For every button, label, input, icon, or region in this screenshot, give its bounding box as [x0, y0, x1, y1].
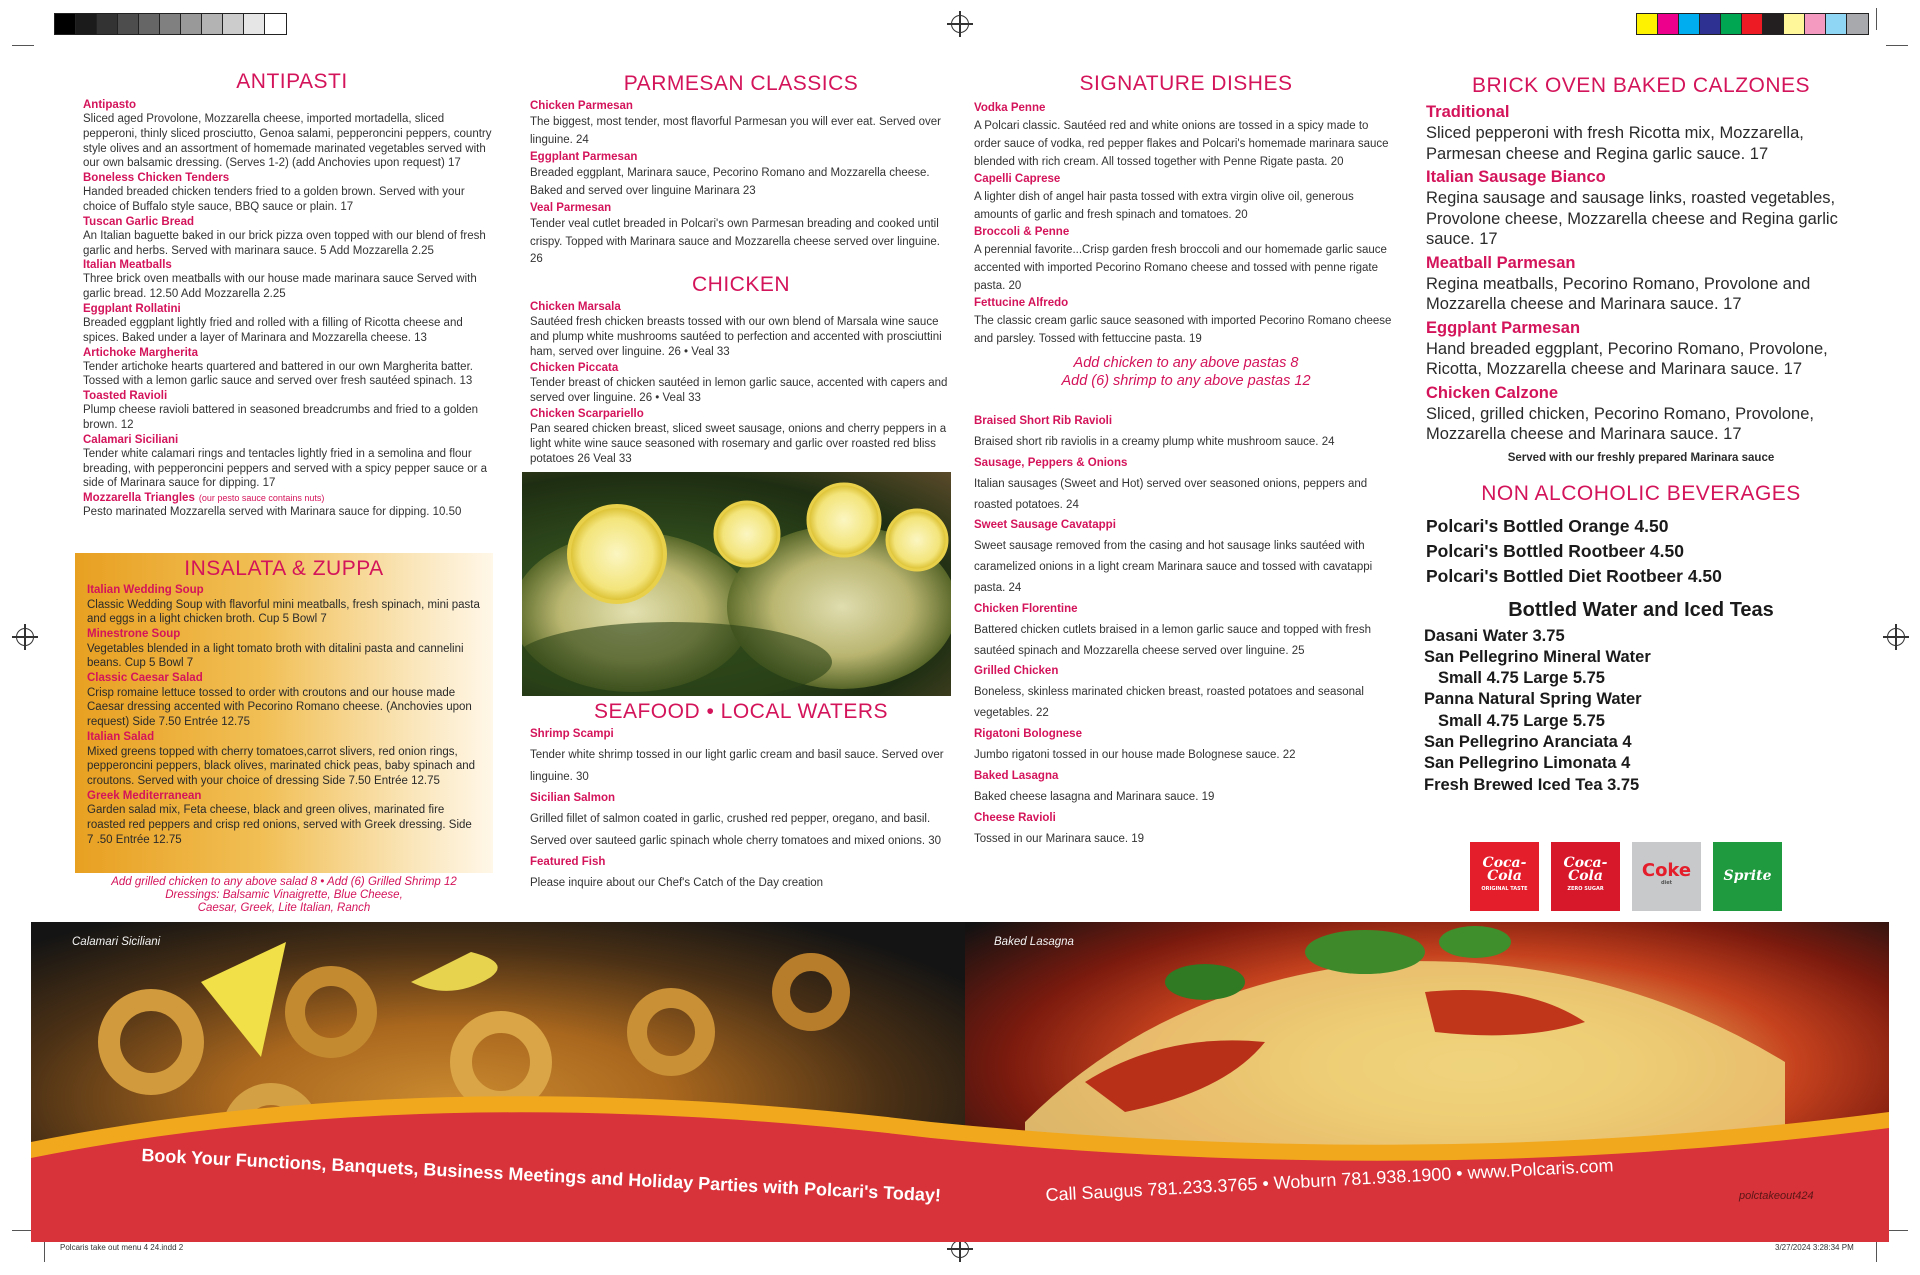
water-item: Small 4.75 Large 5.75	[1438, 711, 1605, 730]
menu-item	[87, 789, 481, 848]
menu-item-name-text: Braised Short Rib Ravioli	[974, 415, 1113, 427]
menu-item-description: Battered chicken cutlets braised in a lemon garlic sauce and topped with fresh sautéed spinach and Mozzarella cheese served over linguine. 25	[974, 623, 1371, 657]
menu-item-name	[974, 100, 1398, 117]
water-item: Panna Natural Spring Water	[1424, 690, 1642, 709]
menu-item-name-text: Sweet Sausage Cavatappi	[974, 519, 1116, 532]
banner-swoosh	[31, 922, 1889, 1242]
menu-item-description: Tender breast of chicken sautéed in lemon garlic sauce, accented with capers and served over linguine. 26 • Veal 33	[530, 376, 948, 404]
menu-item	[974, 766, 1398, 808]
signature-section-more	[974, 411, 1398, 849]
menu-item-name-text: Sicilian Salmon	[530, 792, 615, 804]
water-item: San Pellegrino Aranciata 4	[1424, 732, 1632, 751]
dressings-note: Dressings: Balsamic Vinaigrette, Blue Cheese,	[165, 889, 403, 901]
water-item: Fresh Brewed Iced Tea 3.75	[1424, 775, 1640, 794]
menu-item-description: Tender artichoke hearts quartered and battered in our own Margherita batter. Tossed with a lemon garlic sauce and served over fresh sautéed spinach. 13	[83, 360, 473, 388]
soda-logo-sub: ZERO SUGAR	[1567, 886, 1604, 892]
menu-item-name-text: Chicken Parmesan	[530, 100, 633, 112]
crop-mark	[12, 45, 34, 46]
water-item: Dasani Water 3.75	[1424, 626, 1565, 645]
menu-item-description: Italian sausages (Sweet and Hot) served over seasoned onions, peppers and roasted potatoes. 24	[974, 477, 1368, 511]
color-swatch	[1847, 14, 1868, 34]
menu-item-name-text: Meatball Parmesan	[1426, 253, 1576, 272]
menu-item-description: A lighter dish of angel hair pasta tossed with extra virgin olive oil, generous amounts of garlic and fresh spinach and tomatoes. 20	[974, 191, 1354, 221]
menu-item	[530, 788, 952, 852]
menu-item-description: The classic cream garlic sauce seasoned with imported Pecorino Romano cheese and parsley. Tossed with fettuccine pasta. 19	[974, 315, 1392, 345]
menu-item	[83, 491, 501, 520]
color-swatch	[244, 14, 265, 34]
soda-logo-sub: diet	[1660, 879, 1673, 886]
menu-item-name-text: Mozzarella Triangles	[83, 492, 195, 505]
menu-item-name-text: Classic Caesar Salad	[87, 672, 203, 685]
menu-item	[1426, 253, 1856, 315]
menu-item-name	[974, 515, 1398, 536]
color-swatch	[1784, 14, 1805, 34]
menu-item	[87, 627, 481, 671]
calamari-caption: Calamari Siciliani	[72, 936, 161, 948]
menu-item-name-text: Veal Parmesan	[530, 202, 612, 214]
menu-item-name	[87, 583, 481, 598]
menu-item-name	[87, 627, 481, 642]
menu-item-name-text: Chicken Florentine	[974, 602, 1078, 615]
section-title: NON ALCOHOLIC BEVERAGES	[1481, 481, 1801, 505]
menu-item-name	[530, 299, 952, 315]
menu-item-description: Sliced, grilled chicken, Pecorino Romano, Provolone, Mozzarella cheese and Marinara sauce. 17	[1426, 404, 1814, 443]
color-swatch	[202, 14, 223, 34]
menu-item-name	[1426, 102, 1856, 123]
menu-item-name-text: Eggplant Parmesan	[530, 151, 638, 163]
signature-section	[974, 72, 1398, 390]
menu-item-name	[87, 671, 481, 686]
menu-item-description: Sliced pepperoni with fresh Ricotta mix, Mozzarella, Parmesan cheese and Regina garlic sauce. 17	[1426, 124, 1804, 163]
salad-addon-note: Add grilled chicken to any above salad 8 • Add (6) Grilled Shrimp 12	[111, 876, 457, 888]
beverage-item: Polcari's Bottled Rootbeer 4.50	[1426, 540, 1684, 561]
menu-item-description: Grilled fillet of salmon coated in garlic, crushed red pepper, oregano, and basil. Served over sauteed garlic spinach whole cherry tomatoes and mixed onions. 30	[530, 813, 942, 847]
registration-mark-bottom	[951, 1240, 969, 1258]
color-swatch	[1679, 14, 1700, 34]
soda-logo-label: Coca-Cola	[1482, 855, 1527, 884]
crop-mark	[1876, 1240, 1877, 1262]
menu-item-name	[1426, 253, 1856, 274]
menu-item-name-text: Chicken Calzone	[1426, 383, 1559, 402]
color-swatch	[1700, 14, 1721, 34]
menu-item-name-text: Antipasto	[83, 99, 137, 111]
menu-item	[530, 149, 952, 200]
menu-item-name	[530, 360, 952, 376]
menu-item	[87, 730, 481, 789]
color-swatch	[139, 14, 160, 34]
menu-item	[87, 671, 481, 730]
promo-banner	[31, 922, 1889, 1242]
grayscale-color-bar	[54, 13, 287, 35]
color-swatch	[97, 14, 118, 34]
menu-item-name-text: Eggplant Rollatini	[83, 302, 181, 315]
menu-item-name-text: Toasted Ravioli	[83, 390, 168, 403]
color-swatch	[223, 14, 244, 34]
soda-logo-label: Coke	[1641, 859, 1692, 881]
menu-item-name	[530, 724, 952, 744]
menu-item-name	[83, 491, 501, 505]
menu-item-name	[83, 302, 501, 316]
pasta-shrimp-addon: Add (6) shrimp to any above pastas 12	[1061, 373, 1311, 389]
menu-item-name	[83, 98, 501, 112]
menu-item-description: Sautéed fresh chicken breasts tossed with our own blend of Marsala wine sauce and plump white mushrooms sautéed to perfection and accented with prosciuttini ham, served over linguine. 26 • Veal 33	[530, 315, 942, 358]
color-swatch	[265, 14, 286, 34]
menu-item-name-text: Italian Sausage Bianco	[1426, 168, 1606, 186]
menu-item-description: Breaded eggplant lightly fried and rolled with a filling of Ricotta cheese and spices. Baked under a layer of Marinara and Mozzarella cheese. 13	[83, 316, 463, 344]
menu-item-name	[530, 406, 952, 422]
menu-item-description: Pan seared chicken breast, sliced sweet sausage, onions and cherry peppers in a light white wine sauce seasoned with rosemary and garlic over roasted red bliss potatoes 26 Veal 33	[530, 422, 947, 465]
menu-item-name	[530, 149, 952, 165]
beverage-item: Polcari's Bottled Diet Rootbeer 4.50	[1426, 565, 1722, 586]
menu-item	[974, 411, 1398, 453]
menu-item	[530, 406, 952, 467]
pasta-chicken-addon: Add chicken to any above pastas 8	[1073, 355, 1299, 371]
menu-item-description: Three brick oven meatballs with our house made marinara sauce Served with garlic bread. 12.50 Add Mozzarella 2.25	[83, 273, 477, 301]
water-section-title: Bottled Water and Iced Teas	[1508, 598, 1774, 621]
crop-mark	[1876, 8, 1877, 30]
crop-mark	[1886, 1230, 1908, 1231]
menu-item-name-text: Calamari Siciliani	[83, 433, 179, 446]
registration-mark-top	[951, 15, 969, 33]
menu-item-description: Tender veal cutlet breaded in Polcari's own Parmesan breading and cooked until crispy. Topped with Marinara sauce and Mozzarella cheese served over linguine. 26	[530, 218, 940, 265]
menu-item-name	[974, 411, 1398, 432]
menu-item	[974, 724, 1398, 766]
soda-logo-icon	[1713, 842, 1782, 911]
menu-item-description: Please inquire about our Chef's Catch of the Day creation	[530, 877, 824, 889]
menu-item-name-text: Featured Fish	[530, 856, 606, 868]
crop-mark	[1886, 45, 1908, 46]
color-swatch	[160, 14, 181, 34]
parmesan-chicken-column	[530, 72, 952, 467]
menu-item	[974, 100, 1398, 171]
menu-item	[87, 583, 481, 627]
menu-item-description: Baked cheese lasagna and Marinara sauce. 19	[974, 790, 1215, 803]
menu-item-name-text: Chicken Piccata	[530, 361, 619, 374]
crop-mark	[44, 1240, 45, 1262]
menu-item-name	[1426, 318, 1856, 339]
menu-item-name-text: Vodka Penne	[974, 102, 1046, 114]
menu-item-name	[83, 171, 501, 185]
menu-item-name-text: Boneless Chicken Tenders	[83, 172, 230, 185]
menu-item-name	[530, 200, 952, 216]
menu-item	[83, 302, 501, 346]
menu-item	[530, 852, 952, 894]
menu-item-name-text: Fettucine Alfredo	[974, 297, 1069, 309]
soda-logos	[1470, 842, 1782, 911]
menu-item	[83, 389, 501, 433]
menu-item	[83, 171, 501, 215]
menu-item	[83, 258, 501, 302]
menu-item-name-text: Capelli Caprese	[974, 173, 1061, 185]
chicken-photo-illustration	[522, 472, 951, 696]
menu-item-name-text: Shrimp Scampi	[530, 728, 614, 740]
beverage-item: Polcari's Bottled Orange 4.50	[1426, 515, 1669, 536]
color-swatch	[1742, 14, 1763, 34]
menu-item	[1426, 167, 1856, 250]
menu-item-description: Pesto marinated Mozzarella served with Marinara sauce for dipping. 10.50	[83, 506, 462, 519]
color-swatch	[118, 14, 139, 34]
calzone-note: Served with our freshly prepared Marinara sauce	[1507, 451, 1775, 464]
menu-item-name	[83, 215, 501, 229]
menu-item	[974, 295, 1398, 348]
section-title: CHICKEN	[691, 272, 790, 296]
menu-item-description: Tender white calamari rings and tentacles lightly fried in a semolina and flour breading, with pepperoncini peppers and served with a spicy pepper sauce or a side of Marinara sauce for dipping. 17	[83, 447, 488, 490]
menu-item-description: Breaded eggplant, Marinara sauce, Pecorino Romano and Mozzarella cheese. Baked and served over linguine Marinara 23	[530, 167, 930, 197]
menu-item	[530, 200, 952, 269]
menu-item-name	[974, 599, 1398, 620]
menu-item-name-text: Italian Wedding Soup	[87, 584, 204, 596]
soda-logo-label: Sprite	[1723, 868, 1772, 884]
menu-item-name	[87, 789, 481, 804]
menu-item	[530, 299, 952, 360]
section-title: BRICK OVEN BAKED CALZONES	[1471, 74, 1811, 97]
color-swatch	[1658, 14, 1679, 34]
menu-item-name	[974, 224, 1398, 241]
menu-item-description: Jumbo rigatoni tossed in our house made Bolognese sauce. 22	[974, 748, 1296, 761]
menu-item	[530, 98, 952, 149]
menu-item-name	[974, 766, 1398, 787]
menu-item-description: Tender white shrimp tossed in our light garlic cream and basil sauce. Served over linguine. 30	[530, 749, 944, 783]
soda-logo-icon	[1470, 842, 1539, 911]
menu-item-description: A Polcari classic. Sautéed red and white onions are tossed in a spicy made to order sauce of vodka, red pepper flakes and Polcari's homemade marinara sauce blended with rich cream. All tossed together with Penne Rigate pasta. 20	[974, 120, 1389, 168]
registration-mark-right	[1887, 628, 1905, 646]
menu-item-name	[83, 258, 501, 272]
menu-item-name-text: Sausage, Peppers & Onions	[974, 456, 1128, 469]
promo-code: polctakeout424	[1739, 1190, 1814, 1202]
menu-item	[974, 515, 1398, 598]
menu-item	[974, 808, 1398, 850]
menu-item-name	[83, 346, 501, 360]
menu-item-name	[974, 171, 1398, 188]
seafood-section	[530, 700, 952, 894]
menu-item-name	[530, 788, 952, 808]
menu-item-description: Vegetables blended in a light tomato broth with ditalini pasta and cannelini beans. Cup 5 Bowl 7	[87, 642, 464, 670]
insalata-notes	[75, 876, 493, 915]
menu-item-name	[530, 98, 952, 114]
menu-item-name	[530, 852, 952, 872]
section-title: INSALATA & ZUPPA	[184, 557, 384, 580]
menu-item-name-text: Traditional	[1426, 103, 1510, 121]
menu-item-description: Mixed greens topped with cherry tomatoes,carrot slivers, red onion rings, pepperoncini peppers, black olives, marinated chick peas, baby spinach and croutons. Served with your choice of dressing Side 7.50 Entrée 12.75	[87, 745, 476, 788]
menu-item-description: A perennial favorite...Crisp garden fresh broccoli and our homemade garlic sauce accented with imported Pecorino Romano cheese and tossed with penne rigate pasta. 20	[974, 244, 1387, 292]
menu-item-description: Sliced aged Provolone, Mozzarella cheese, imported mortadella, sliced pepperoni, thinly sliced prosciutto, Genoa salami, pepperoncini peppers, country style olives and an assortment of homemade marinated vegetables served with our own balsamic dressing. (Serves 1-2) (add Anchovies upon request) 17	[83, 113, 492, 170]
menu-item-description: Hand breaded eggplant, Pecorino Romano, Provolone, Ricotta, Mozzarella cheese and Marinara sauce. 17	[1426, 339, 1828, 378]
soda-logo-label: Coca-Cola	[1563, 855, 1608, 884]
section-title: ANTIPASTI	[236, 70, 348, 93]
section-title: SIGNATURE DISHES	[1079, 72, 1293, 95]
menu-item-name	[83, 433, 501, 447]
chicken-piccata-photo	[522, 472, 951, 696]
menu-item	[83, 346, 501, 390]
menu-item	[530, 360, 952, 406]
menu-item-name-text: Chicken Marsala	[530, 300, 621, 313]
menu-item-name	[83, 389, 501, 403]
menu-item-name-text: Italian Meatballs	[83, 259, 172, 272]
menu-item-name	[974, 724, 1398, 745]
slug-filename: Polcaris take out menu 4 24.indd 2	[60, 1243, 184, 1252]
menu-item-name-text: Artichoke Margherita	[83, 346, 199, 359]
calzones-beverages-column	[1426, 74, 1856, 796]
menu-item-name	[1426, 383, 1856, 404]
menu-item-name	[974, 808, 1398, 829]
color-swatch	[1721, 14, 1742, 34]
menu-item	[530, 724, 952, 788]
color-swatch	[1637, 14, 1658, 34]
menu-item-name-text: Baked Lasagna	[974, 769, 1059, 782]
menu-item	[974, 661, 1398, 724]
promo-contact: Call Saugus 781.233.3765 • Woburn 781.938.1900 • www.Polcaris.com	[1045, 1155, 1614, 1205]
process-color-bar	[1636, 13, 1869, 35]
menu-item-description: Sweet sausage removed from the casing and hot sausage links sautéed with caramelized onions in a light cream Marinara sauce and tossed with cavatappi pasta. 24	[974, 540, 1373, 594]
menu-item-description: Tossed in our Marinara sauce. 19	[974, 832, 1145, 845]
menu-item	[1426, 102, 1856, 164]
water-item: San Pellegrino Mineral Water	[1424, 647, 1651, 666]
menu-item-name	[974, 453, 1398, 474]
menu-item-name-text: Cheese Ravioli	[974, 811, 1056, 824]
menu-item-name-text: Eggplant Parmesan	[1426, 318, 1581, 337]
soda-logo-sub: ORIGINAL TASTE	[1481, 886, 1528, 892]
color-swatch	[1763, 14, 1784, 34]
menu-item	[974, 224, 1398, 295]
color-swatch	[55, 14, 76, 34]
menu-item-description: Garden salad mix, Feta cheese, black and green olives, marinated fire roasted red peppers and crisp red onions, served with Greek dressing. Side 7 .50 Entrée 12.75	[87, 804, 472, 847]
slug-timestamp: 3/27/2024 3:28:34 PM	[1775, 1243, 1854, 1252]
menu-item	[974, 453, 1398, 516]
insalata-section	[75, 553, 493, 873]
menu-item-name	[87, 730, 481, 745]
section-title: SEAFOOD • LOCAL WATERS	[593, 700, 889, 723]
registration-mark-left	[16, 628, 34, 646]
menu-item-name	[974, 661, 1398, 682]
soda-logo-icon	[1551, 842, 1620, 911]
menu-item-note: (our pesto sauce contains nuts)	[198, 493, 325, 504]
antipasti-section	[83, 70, 501, 520]
menu-item	[1426, 383, 1856, 445]
menu-item-name-text: Minestrone Soup	[87, 628, 181, 641]
menu-item	[974, 599, 1398, 662]
menu-item	[83, 433, 501, 491]
dressings-note-cont: Caesar, Greek, Lite Italian, Ranch	[197, 902, 371, 914]
menu-item-description: Regina sausage and sausage links, roasted vegetables, Provolone cheese, Mozzarella cheese and Regina garlic sauce. 17	[1426, 189, 1838, 248]
promo-headline: Book Your Functions, Banquets, Business Meetings and Holiday Parties with Polcari's Today!	[140, 1145, 942, 1206]
color-swatch	[1826, 14, 1847, 34]
menu-item-name	[974, 295, 1398, 312]
menu-item-description: Regina meatballs, Pecorino Romano, Provolone and Mozzarella cheese and Marinara sauce. 17	[1426, 274, 1811, 313]
menu-item	[1426, 318, 1856, 380]
menu-item-description: Plump cheese ravioli battered in seasoned breadcrumbs and fried to a golden brown. 12	[83, 404, 479, 431]
menu-item-name-text: Italian Salad	[87, 731, 155, 744]
lasagna-caption: Baked Lasagna	[994, 936, 1074, 948]
menu-item-name	[1426, 167, 1856, 188]
menu-item-description: Crisp romaine lettuce tossed to order with croutons and our house made Caesar dressing accented with Pecorino Romano cheese. (Anchovies upon request) Side 7.50 Entrée 12.75	[87, 686, 472, 729]
menu-item-name-text: Chicken Scarpariello	[530, 407, 644, 420]
water-item: Small 4.75 Large 5.75	[1438, 669, 1605, 688]
menu-item-name-text: Grilled Chicken	[974, 665, 1059, 678]
menu-item	[974, 171, 1398, 224]
menu-item-description: Braised short rib raviolis in a creamy plump white mushroom sauce. 24	[974, 436, 1335, 448]
menu-item-name-text: Tuscan Garlic Bread	[83, 215, 194, 228]
menu-item	[83, 215, 501, 259]
water-item: San Pellegrino Limonata 4	[1424, 754, 1631, 773]
soda-logo-icon	[1632, 842, 1701, 911]
menu-item-description: Classic Wedding Soup with flavorful mini meatballs, fresh spinach, mini pasta and eggs in a light chicken broth. Cup 5 Bowl 7	[87, 598, 480, 626]
color-swatch	[181, 14, 202, 34]
menu-item-description: The biggest, most tender, most flavorful Parmesan you will ever eat. Served over linguine. 24	[530, 116, 941, 146]
menu-item-description: Handed breaded chicken tenders fried to a golden brown. Served with your choice of Buffalo style sauce, BBQ sauce or plain. 17	[83, 186, 465, 213]
menu-item-description: An Italian baguette baked in our brick pizza oven topped with our blend of fresh garlic and herbs. Served with marinara sauce. 5 Add Mozzarella 2.25	[83, 229, 486, 257]
color-swatch	[76, 14, 97, 34]
menu-item-name-text: Rigatoni Bolognese	[974, 727, 1082, 740]
menu-item-name-text: Broccoli & Penne	[974, 226, 1070, 238]
menu-item-name-text: Greek Mediterranean	[87, 789, 202, 802]
menu-item	[83, 98, 501, 171]
section-title: PARMESAN CLASSICS	[623, 72, 859, 95]
color-swatch	[1805, 14, 1826, 34]
menu-item-description: Boneless, skinless marinated chicken breast, roasted potatoes and seasonal vegetables. 22	[974, 686, 1364, 720]
